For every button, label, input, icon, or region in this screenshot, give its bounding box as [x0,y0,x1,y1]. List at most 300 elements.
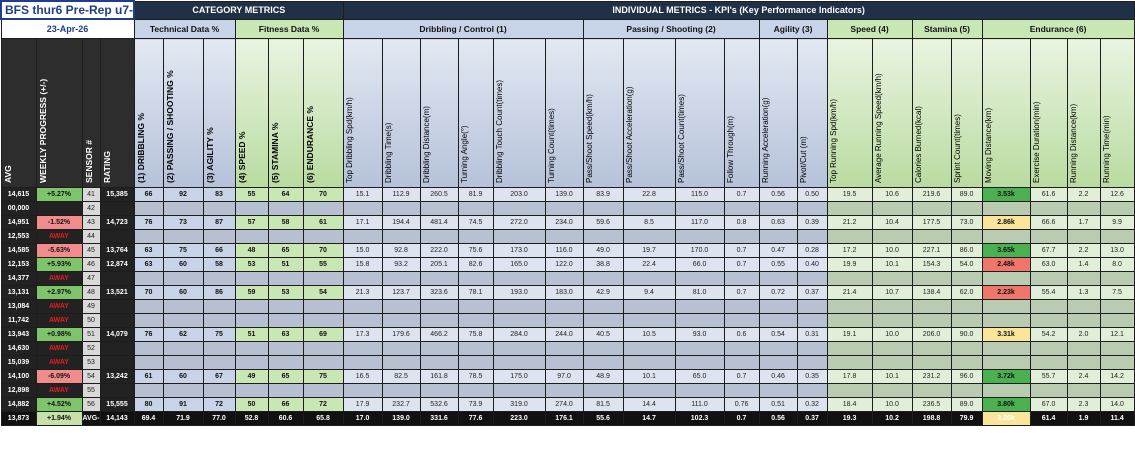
category-cell: 55 [303,258,343,272]
metric-cell: 74.5 [458,216,493,230]
category-cell: 91 [163,398,203,412]
category-cell [303,272,343,286]
metric-cell: 19.1 [827,328,872,342]
metric-cell: 9.9 [1100,216,1134,230]
avg-cell: 14,882 [1,398,36,412]
metric-cell: 175.0 [493,370,545,384]
metric-cell [583,356,623,370]
footer-metric-cell: 0.37 [797,412,827,426]
metric-cell: 112.9 [382,188,420,202]
category-cell: 75 [163,244,203,258]
metric-cell [623,384,675,398]
category-cell [235,272,268,286]
metric-cell [872,342,912,356]
table-row [1,272,1134,286]
column-header-sensor: SENSOR # [82,39,100,188]
metric-cell: 10.5 [623,328,675,342]
metric-cell: 2.0 [1067,328,1100,342]
weekly-progress-cell: -1.52% [36,216,82,230]
weekly-progress-cell: AWAY [36,384,82,398]
footer-category-cell: 60.6 [268,412,303,426]
metric-cell: 93.2 [382,258,420,272]
metric-cell [623,356,675,370]
metric-cell: 154.3 [912,258,951,272]
metric-cell [759,342,797,356]
metric-cell [545,300,583,314]
category-cell: 87 [203,216,235,230]
metric-cell [1030,230,1067,244]
category-cell: 54 [303,286,343,300]
rating-cell [100,314,134,328]
metric-cell: 0.35 [797,370,827,384]
metric-cell [420,300,458,314]
metric-cell: 0.7 [724,244,759,258]
metric-cell: 96.0 [951,370,982,384]
category-cell: 53 [235,258,268,272]
metric-cell [583,384,623,398]
metric-cell [982,230,1030,244]
category-cell: 69 [303,328,343,342]
metric-cell: 0.50 [797,188,827,202]
metric-cell: 1.7 [1067,216,1100,230]
metric-cell: 183.0 [545,286,583,300]
metric-cell [912,202,951,216]
avg-cell: 15,039 [1,356,36,370]
metric-cell: 7.5 [1100,286,1134,300]
metric-cell [951,272,982,286]
footer-category-cell: 77.0 [203,412,235,426]
category-cell: 51 [268,258,303,272]
metric-cell: 0.28 [797,244,827,258]
metric-cell: 219.6 [912,188,951,202]
table-row [1,286,1134,300]
weekly-progress-cell: +5.27% [36,188,82,202]
metric-cell: 0.7 [724,286,759,300]
metric-cell [493,356,545,370]
metric-cell [545,356,583,370]
category-cell [303,356,343,370]
metric-cell: 165.0 [493,258,545,272]
metric-cell: 170.0 [675,244,724,258]
metric-cell [724,230,759,244]
footer-metric-cell: 10.2 [872,412,912,426]
metric-cell: 22.4 [623,258,675,272]
metric-cell [912,300,951,314]
metric-cell [951,342,982,356]
rating-cell [100,272,134,286]
metric-cell: 1.3 [1067,286,1100,300]
metric-cell [872,356,912,370]
metric-cell: 0.39 [797,216,827,230]
category-cell [134,230,163,244]
category-cell [268,202,303,216]
footer-category-cell: 69.4 [134,412,163,426]
metric-cell [1030,272,1067,286]
footer-category-cell: 52.8 [235,412,268,426]
metric-cell [545,384,583,398]
metric-cell: 61.6 [1030,188,1067,202]
avg-cell: 13,131 [1,286,36,300]
metric-cell: 10.0 [872,244,912,258]
metric-cell: 48.9 [583,370,623,384]
avg-cell: 14,377 [1,272,36,286]
footer-metric-cell: 79.9 [951,412,982,426]
metric-cell: 0.40 [797,258,827,272]
table-row [1,384,1134,398]
metric-cell [675,384,724,398]
column-header-metric-5: Dribbling Touch Count(times) [493,39,545,188]
metric-cell: 81.0 [675,286,724,300]
metric-cell: 67.0 [1030,398,1067,412]
metric-cell [623,202,675,216]
footer-category-cell: 71.9 [163,412,203,426]
metric-cell: 115.0 [675,188,724,202]
metric-cell [872,202,912,216]
metric-cell [951,384,982,398]
metric-cell [343,356,382,370]
category-cell [235,314,268,328]
metric-cell [912,272,951,286]
rating-cell [100,202,134,216]
category-cell [134,314,163,328]
metric-cell [420,314,458,328]
metric-cell: 15.0 [343,244,382,258]
metric-cell [797,314,827,328]
metric-cell [1030,384,1067,398]
metric-cell: 203.0 [493,188,545,202]
metric-cell: 10.6 [872,188,912,202]
metric-cell [420,202,458,216]
metric-cell [759,356,797,370]
metric-cell: 9.4 [623,286,675,300]
sensor-cell: 50 [82,314,100,328]
metric-cell [583,300,623,314]
metric-cell [982,202,1030,216]
category-cell: 76 [134,216,163,230]
metric-cell: 10.0 [872,328,912,342]
metric-cell: 3.80k [982,398,1030,412]
metric-cell: 89.0 [951,188,982,202]
metric-cell [623,342,675,356]
metric-cell: 83.9 [583,188,623,202]
metric-cell [675,342,724,356]
metric-cell [420,230,458,244]
metric-cell [827,356,872,370]
footer-metric-cell: 198.8 [912,412,951,426]
metric-cell [458,230,493,244]
metric-cell [493,342,545,356]
metric-cell: 10.7 [872,286,912,300]
category-metrics-header: CATEGORY METRICS [134,1,343,19]
metric-cell [951,314,982,328]
metric-cell [420,356,458,370]
metric-cell [1067,314,1100,328]
column-header-avg: AVG [1,39,36,188]
metric-cell: 78.5 [458,370,493,384]
rating-cell [100,230,134,244]
metric-cell [724,356,759,370]
metric-cell [545,342,583,356]
metric-cell [724,300,759,314]
metric-cell: 73.9 [458,398,493,412]
metric-cell [797,384,827,398]
metric-cell: 274.0 [545,398,583,412]
column-header-category-6: (6) ENDURANCE % [303,39,343,188]
metric-cell [493,314,545,328]
metric-cell [458,342,493,356]
metric-cell: 0.32 [797,398,827,412]
metric-cell [872,272,912,286]
weekly-progress-cell: AWAY [36,300,82,314]
metric-cell [1067,230,1100,244]
footer-metric-cell: 139.0 [382,412,420,426]
table-row [1,202,1134,216]
column-header-category-1: (1) DRIBBLING % [134,39,163,188]
group-passing-header: Passing / Shooting (2) [583,19,759,39]
category-cell [303,300,343,314]
category-cell [303,202,343,216]
category-cell [235,384,268,398]
metric-cell [1100,342,1134,356]
metric-cell [382,230,420,244]
metric-cell: 0.72 [759,286,797,300]
metric-cell [382,384,420,398]
category-cell [303,342,343,356]
footer-metric-cell: 11.4 [1100,412,1134,426]
metric-cell [759,272,797,286]
avg-cell: 11,742 [1,314,36,328]
metric-cell: 0.7 [724,370,759,384]
metric-cell: 62.0 [951,286,982,300]
category-cell [134,384,163,398]
metric-cell: 17.2 [827,244,872,258]
metric-cell [458,314,493,328]
avg-cell: 12,553 [1,230,36,244]
metric-cell [872,384,912,398]
metric-cell: 2.86k [982,216,1030,230]
metric-cell: 54.2 [1030,328,1067,342]
avg-cell: 14,951 [1,216,36,230]
metric-cell: 173.0 [493,244,545,258]
metric-cell [827,202,872,216]
metric-cell [675,230,724,244]
footer-sensor-label: AVG- [82,412,100,426]
metric-cell [545,202,583,216]
metric-cell [343,230,382,244]
column-header-weekly-progress: WEEKLY PROGRESS (+/-) [36,39,82,188]
metric-cell [759,230,797,244]
category-cell: 58 [203,258,235,272]
sensor-cell: 46 [82,258,100,272]
metric-cell: 13.0 [1100,244,1134,258]
column-header-metric-20: Running Time(min) [1100,39,1134,188]
metric-cell [1030,300,1067,314]
metric-cell: 19.5 [827,188,872,202]
metric-cell [982,272,1030,286]
weekly-progress-cell: +4.52% [36,398,82,412]
rating-cell: 15,385 [100,188,134,202]
column-header-category-4: (4) SPEED % [235,39,268,188]
category-cell: 64 [268,188,303,202]
category-cell [235,230,268,244]
sensor-cell: 41 [82,188,100,202]
category-cell [303,384,343,398]
rating-cell [100,384,134,398]
category-cell [134,272,163,286]
metric-cell [1067,342,1100,356]
technical-data-header: Technical Data % [134,19,235,39]
individual-metrics-header: INDIVIDUAL METRICS - KPI's (Key Performance Indicators) [343,1,1134,19]
metric-cell: 66.6 [1030,216,1067,230]
metric-cell: 16.5 [343,370,382,384]
sensor-cell: 42 [82,202,100,216]
metric-cell: 17.9 [343,398,382,412]
metric-cell [1067,384,1100,398]
metric-cell: 17.1 [343,216,382,230]
group-stamina-header: Stamina (5) [912,19,982,39]
fitness-data-header: Fitness Data % [235,19,343,39]
metric-cell: 3.31k [982,328,1030,342]
metric-cell: 272.0 [493,216,545,230]
category-cell: 70 [134,286,163,300]
metric-cell: 10.0 [872,398,912,412]
metric-cell: 232.7 [382,398,420,412]
metric-cell [420,384,458,398]
metric-cell: 205.1 [420,258,458,272]
metric-cell: 14.2 [1100,370,1134,384]
rating-cell: 14,723 [100,216,134,230]
category-cell: 51 [235,328,268,342]
column-header-rating: RATING [100,39,134,188]
metric-cell: 2.23k [982,286,1030,300]
sensor-cell: 49 [82,300,100,314]
category-cell [268,314,303,328]
metric-cell: 161.8 [420,370,458,384]
metric-cell [1100,300,1134,314]
weekly-progress-cell: -6.09% [36,370,82,384]
category-cell [203,314,235,328]
metric-cell: 82.5 [382,370,420,384]
metric-cell [458,356,493,370]
metric-cell: 89.0 [951,398,982,412]
metric-cell: 177.5 [912,216,951,230]
metric-cell: 19.9 [827,258,872,272]
metric-cell: 75.8 [458,328,493,342]
sensor-cell: 53 [82,356,100,370]
category-cell: 61 [134,370,163,384]
metric-cell: 10.1 [872,370,912,384]
footer-metric-cell: 61.4 [1030,412,1067,426]
metric-cell: 65.0 [675,370,724,384]
metric-cell: 82.6 [458,258,493,272]
weekly-progress-cell: AWAY [36,342,82,356]
group-speed-header: Speed (4) [827,19,912,39]
metric-cell [675,314,724,328]
metric-cell: 466.2 [420,328,458,342]
rating-cell: 13,521 [100,286,134,300]
category-cell [203,342,235,356]
metric-cell [797,272,827,286]
metric-cell [382,300,420,314]
metric-cell: 63.0 [1030,258,1067,272]
metric-cell [493,202,545,216]
category-cell [203,300,235,314]
metric-cell [420,342,458,356]
metric-cell: 2.2 [1067,244,1100,258]
metric-cell [583,272,623,286]
metric-cell: 97.0 [545,370,583,384]
metric-cell: 0.63 [759,216,797,230]
category-cell: 83 [203,188,235,202]
footer-metric-cell: 223.0 [493,412,545,426]
metric-cell: 42.9 [583,286,623,300]
metric-cell [827,314,872,328]
avg-cell: 00,000 [1,202,36,216]
metric-cell [827,384,872,398]
metric-cell [951,230,982,244]
column-header-metric-14: Average Running Speed(km/h) [872,39,912,188]
footer-metric-cell: 1.9 [1067,412,1100,426]
column-header-metric-6: Turning Count(times) [545,39,583,188]
category-cell [163,300,203,314]
table-row [1,370,1134,384]
metric-cell [912,230,951,244]
footer-metric-cell: 77.6 [458,412,493,426]
avg-cell: 14,630 [1,342,36,356]
table-row [1,328,1134,342]
metric-cell: 260.5 [420,188,458,202]
metric-cell: 10.1 [872,258,912,272]
category-cell [163,230,203,244]
metric-cell [493,300,545,314]
sensor-cell: 43 [82,216,100,230]
metric-cell: 0.7 [724,258,759,272]
column-header-metric-18: Exercise Duration(min) [1030,39,1067,188]
metric-cell: 93.0 [675,328,724,342]
footer-metric-cell: 55.6 [583,412,623,426]
metric-cell [675,202,724,216]
metric-cell [872,230,912,244]
column-header-metric-10: Follow Through(m) [724,39,759,188]
metric-cell [382,342,420,356]
category-cell [235,202,268,216]
category-cell [268,342,303,356]
metric-cell [951,300,982,314]
metric-cell [982,356,1030,370]
metric-cell [458,384,493,398]
sensor-cell: 52 [82,342,100,356]
footer-metric-cell: 331.6 [420,412,458,426]
metric-cell [797,356,827,370]
metric-cell [951,202,982,216]
category-cell [163,202,203,216]
metric-cell: 73.0 [951,216,982,230]
metric-cell [759,314,797,328]
metric-cell: 15.8 [343,258,382,272]
metric-cell [382,202,420,216]
metric-cell: 17.3 [343,328,382,342]
category-cell: 70 [303,244,343,258]
category-cell [134,342,163,356]
category-cell: 65 [268,244,303,258]
report-title: BFS thur6 Pre-Rep u7- [1,1,134,19]
column-header-metric-11: Running Acceleration(g) [759,39,797,188]
metric-cell: 0.46 [759,370,797,384]
category-cell: 66 [268,398,303,412]
table-row [1,300,1134,314]
category-cell: 75 [303,370,343,384]
metric-cell [623,300,675,314]
